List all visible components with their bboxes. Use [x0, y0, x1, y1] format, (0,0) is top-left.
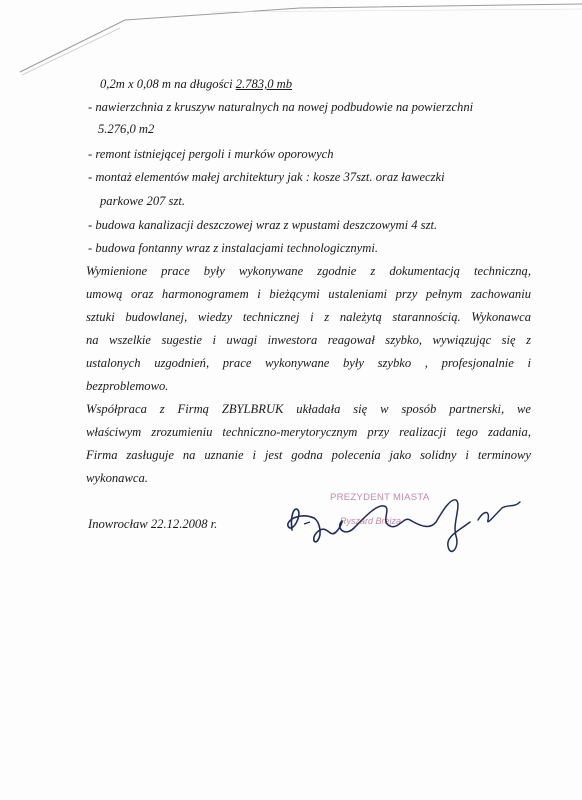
item-length-text: 0,2m x 0,08 m na długości	[100, 77, 236, 91]
paragraph1-line-3: sztuki budowlanej, wiedzy technicznej i z należytą starannością. Wykonawca	[86, 310, 531, 324]
item-length-value: 2.783,0 mb	[235, 77, 293, 91]
place-and-date: Inowrocław 22.12.2008 r.	[88, 517, 218, 531]
item-fountain: - budowa fontanny wraz z instalacjami technologicznymi.	[88, 241, 378, 255]
paragraph1-line-1: Wymienione prace były wykonywane zgodnie z dokumentacją techniczną,	[86, 264, 531, 278]
paragraph1-line-2: umową oraz harmonogramem i bieżącymi ustaleniami przy pełnym zachowaniu	[86, 287, 531, 301]
item-pergola-repair: - remont istniejącej pergoli i murków oporowych	[88, 147, 334, 161]
item-rain-drainage: - budowa kanalizacji deszczowej wraz z wpustami deszczowymi 4 szt.	[88, 218, 438, 232]
paragraph2-line-3: Firma zasługuje na uznanie i jest godna polecenia jako solidny i terminowy	[86, 448, 531, 462]
paragraph2-line-2: właściwym zrozumieniu techniczno-merytorycznym przy realizacji tego zadania,	[86, 425, 531, 439]
paragraph1-line-6: bezproblemowo.	[86, 379, 169, 393]
item-benches-count: parkowe 207 szt.	[100, 194, 186, 208]
paragraph2-line-1: Współpraca z Firmą ZBYLBRUK układała się w sposób partnerski, we	[86, 402, 531, 416]
paragraph1-line-4: na wszelkie sugestie i uwagi inwestora reagował szybko, wywiązując się z	[86, 333, 531, 347]
item-small-architecture: - montaż elementów małej architektury jak : kosze 37szt. oraz ławeczki	[88, 170, 445, 184]
handwritten-signature	[280, 486, 525, 566]
stamp-name: Ryszard Brejza	[340, 516, 402, 526]
item-gravel-surface: - nawierzchnia z kruszyw naturalnych na nowej podbudowie na powierzchni	[88, 100, 474, 114]
paragraph1-line-5: ustalonych uzgodnień, prace wykonywane były szybko , profesjonalnie i	[86, 356, 531, 370]
paragraph2-line-4: wykonawca.	[86, 471, 148, 485]
stamp-title: PREZYDENT MIASTA	[330, 492, 430, 503]
item-length-line	[100, 78, 292, 91]
item-gravel-area: 5.276,0 m2	[98, 122, 155, 136]
